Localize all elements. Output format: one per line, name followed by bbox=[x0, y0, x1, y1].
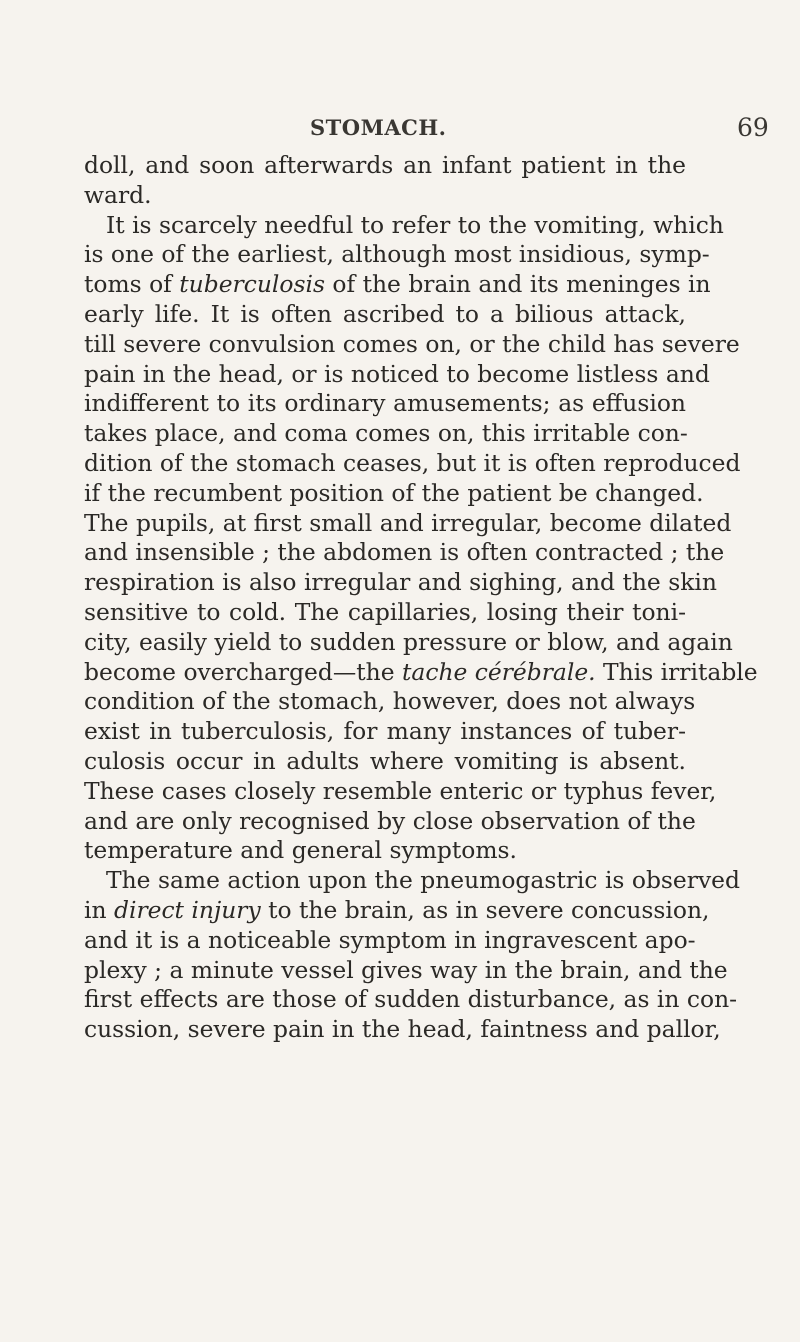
text-segment: This irritable bbox=[595, 657, 758, 686]
text-line bbox=[84, 151, 686, 181]
text-segment: ward. bbox=[84, 180, 152, 209]
italic-term: tache cérébrale. bbox=[402, 657, 596, 686]
text-segment: culosis occur in adults where vomiting is absent. bbox=[84, 746, 686, 775]
text-line bbox=[84, 508, 732, 539]
text-line bbox=[84, 985, 738, 1015]
italic-term: direct injury bbox=[113, 895, 261, 924]
text-line bbox=[84, 329, 740, 360]
text-line bbox=[84, 866, 740, 896]
text-segment: takes place, and coma comes on, this irritable con- bbox=[84, 419, 688, 448]
text-segment: in bbox=[84, 895, 114, 924]
text-segment: These cases closely resemble enteric or typhus fever, bbox=[84, 776, 717, 805]
running-title: STOMACH. bbox=[310, 115, 447, 140]
text-segment: doll, and soon afterwards an infant patient in the bbox=[84, 151, 686, 179]
text-line bbox=[84, 300, 686, 330]
italic-term: tuberculosis bbox=[179, 270, 325, 299]
text-segment: is one of the earliest, although most insidious, symp- bbox=[84, 240, 710, 269]
page-number: 69 bbox=[737, 113, 769, 142]
body-text bbox=[84, 151, 758, 1045]
text-line bbox=[84, 776, 717, 807]
text-line bbox=[84, 478, 704, 509]
text-segment: respiration is also irregular and sighing, and the skin bbox=[84, 568, 717, 597]
running-header bbox=[0, 115, 800, 145]
text-line bbox=[84, 240, 710, 270]
text-segment: to the brain, as in severe concussion, bbox=[260, 895, 710, 924]
text-line bbox=[84, 359, 710, 390]
text-segment: and insensible ; the abdomen is often contracted ; the bbox=[84, 538, 725, 567]
text-line bbox=[84, 687, 696, 717]
text-line bbox=[84, 210, 724, 241]
text-line bbox=[84, 895, 710, 926]
text-segment: toms of bbox=[84, 270, 180, 299]
text-segment: early life. It is often ascribed to a bilious attack, bbox=[84, 299, 686, 328]
text-line bbox=[84, 448, 741, 479]
text-segment: if the recumbent position of the patient be changed. bbox=[84, 478, 704, 507]
text-line bbox=[84, 717, 686, 747]
text-line bbox=[84, 389, 686, 419]
text-line bbox=[84, 270, 711, 300]
text-segment: pain in the head, or is noticed to become listless and bbox=[84, 359, 710, 388]
text-segment: The pupils, at first small and irregular, become dilated bbox=[84, 508, 732, 537]
text-line bbox=[84, 419, 686, 449]
text-segment: sensitive to cold. The capillaries, losing their toni- bbox=[84, 597, 686, 626]
text-segment: and are only recognised by close observation of the bbox=[84, 806, 696, 835]
text-line bbox=[84, 806, 696, 837]
text-segment: first effects are those of sudden disturbance, as in con- bbox=[84, 985, 738, 1014]
text-segment: cussion, severe pain in the head, faintness and pallor, bbox=[84, 1015, 721, 1044]
text-line bbox=[84, 657, 758, 688]
text-segment: condition of the stomach, however, does not always bbox=[84, 687, 696, 716]
text-line bbox=[84, 568, 717, 598]
text-segment: city, easily yield to sudden pressure or blow, and again bbox=[84, 627, 733, 656]
text-segment: of the brain and its meninges in bbox=[324, 270, 711, 299]
text-line bbox=[84, 925, 696, 956]
text-line bbox=[84, 836, 686, 866]
text-line bbox=[84, 627, 733, 658]
text-segment: temperature and general symptoms. bbox=[84, 836, 517, 865]
text-segment: till severe convulsion comes on, or the child has severe bbox=[84, 329, 740, 358]
text-line bbox=[84, 955, 728, 986]
text-segment: It is scarcely needful to refer to the vomiting, which bbox=[106, 210, 724, 239]
text-segment: and it is a noticeable symptom in ingravescent apo- bbox=[84, 925, 696, 954]
text-line bbox=[84, 1015, 721, 1045]
text-line bbox=[84, 181, 686, 211]
text-segment: plexy ; a minute vessel gives way in the brain, and the bbox=[84, 955, 728, 984]
text-segment: The same action upon the pneumogastric is observed bbox=[106, 866, 740, 895]
text-segment: dition of the stomach ceases, but it is often reproduced bbox=[84, 448, 741, 477]
text-segment: exist in tuberculosis, for many instances of tuber- bbox=[84, 717, 686, 746]
text-line bbox=[84, 747, 686, 777]
text-segment: indifferent to its ordinary amusements; as effusion bbox=[84, 389, 686, 418]
text-segment: become overcharged—the bbox=[84, 657, 402, 686]
text-line bbox=[84, 598, 686, 628]
text-line bbox=[84, 538, 725, 568]
